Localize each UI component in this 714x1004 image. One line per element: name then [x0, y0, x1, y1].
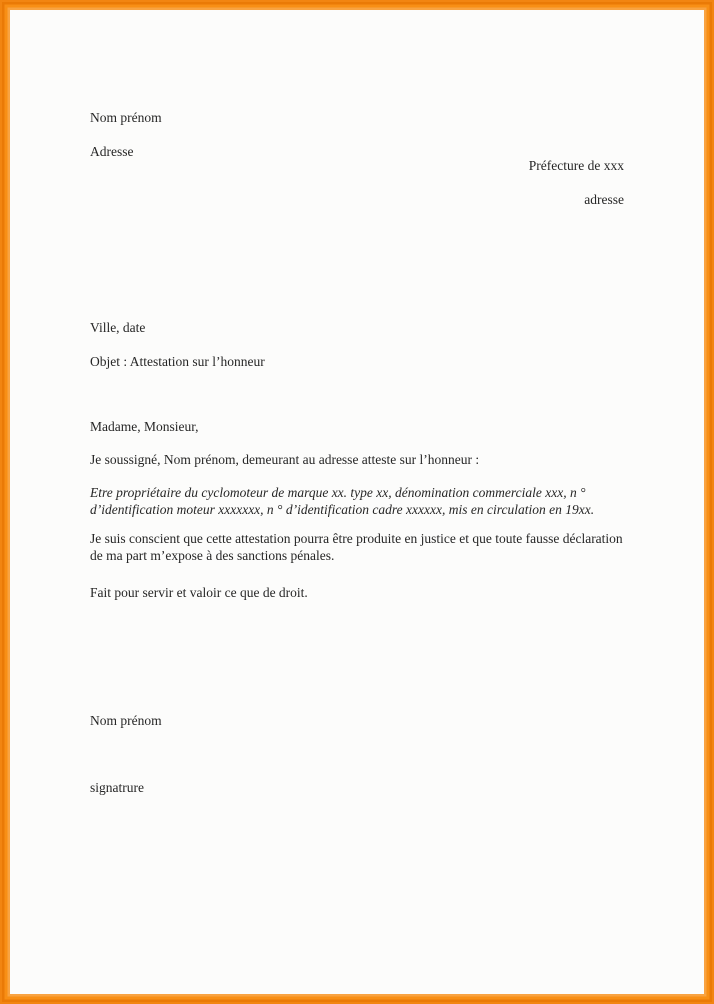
- salutation: Madame, Monsieur,: [90, 419, 199, 434]
- recipient-block: [529, 140, 624, 225]
- sender-address: Adresse: [90, 144, 134, 159]
- recipient-address: adresse: [584, 192, 624, 207]
- date-line: Ville, date: [90, 320, 146, 335]
- sender-name: Nom prénom: [90, 110, 162, 125]
- declaration-paragraph: Etre propriétaire du cyclomoteur de marque xx. type xx, dénomination commerciale xxx, n ° d’identification moteur xxxxxxx, n ° d’identification cadre xxxxxx, mis en circulation en 19xx.: [90, 485, 595, 517]
- letter-sheet: [10, 10, 704, 994]
- subject-line: Objet : Attestation sur l’honneur: [90, 354, 265, 369]
- signature-name: Nom prénom: [90, 713, 162, 728]
- closing-line: Fait pour servir et valoir ce que de droit.: [90, 585, 308, 600]
- warning-paragraph: Je suis conscient que cette attestation pourra être produite en justice et que toute fausse déclaration de ma part m’expose à des sanctions pénales.: [90, 531, 623, 563]
- sender-block: [90, 92, 162, 177]
- intro-paragraph: Je soussigné, Nom prénom, demeurant au adresse atteste sur l’honneur :: [90, 452, 480, 467]
- signature-label: signatrure: [90, 780, 144, 795]
- recipient-name: Préfecture de xxx: [528, 158, 624, 173]
